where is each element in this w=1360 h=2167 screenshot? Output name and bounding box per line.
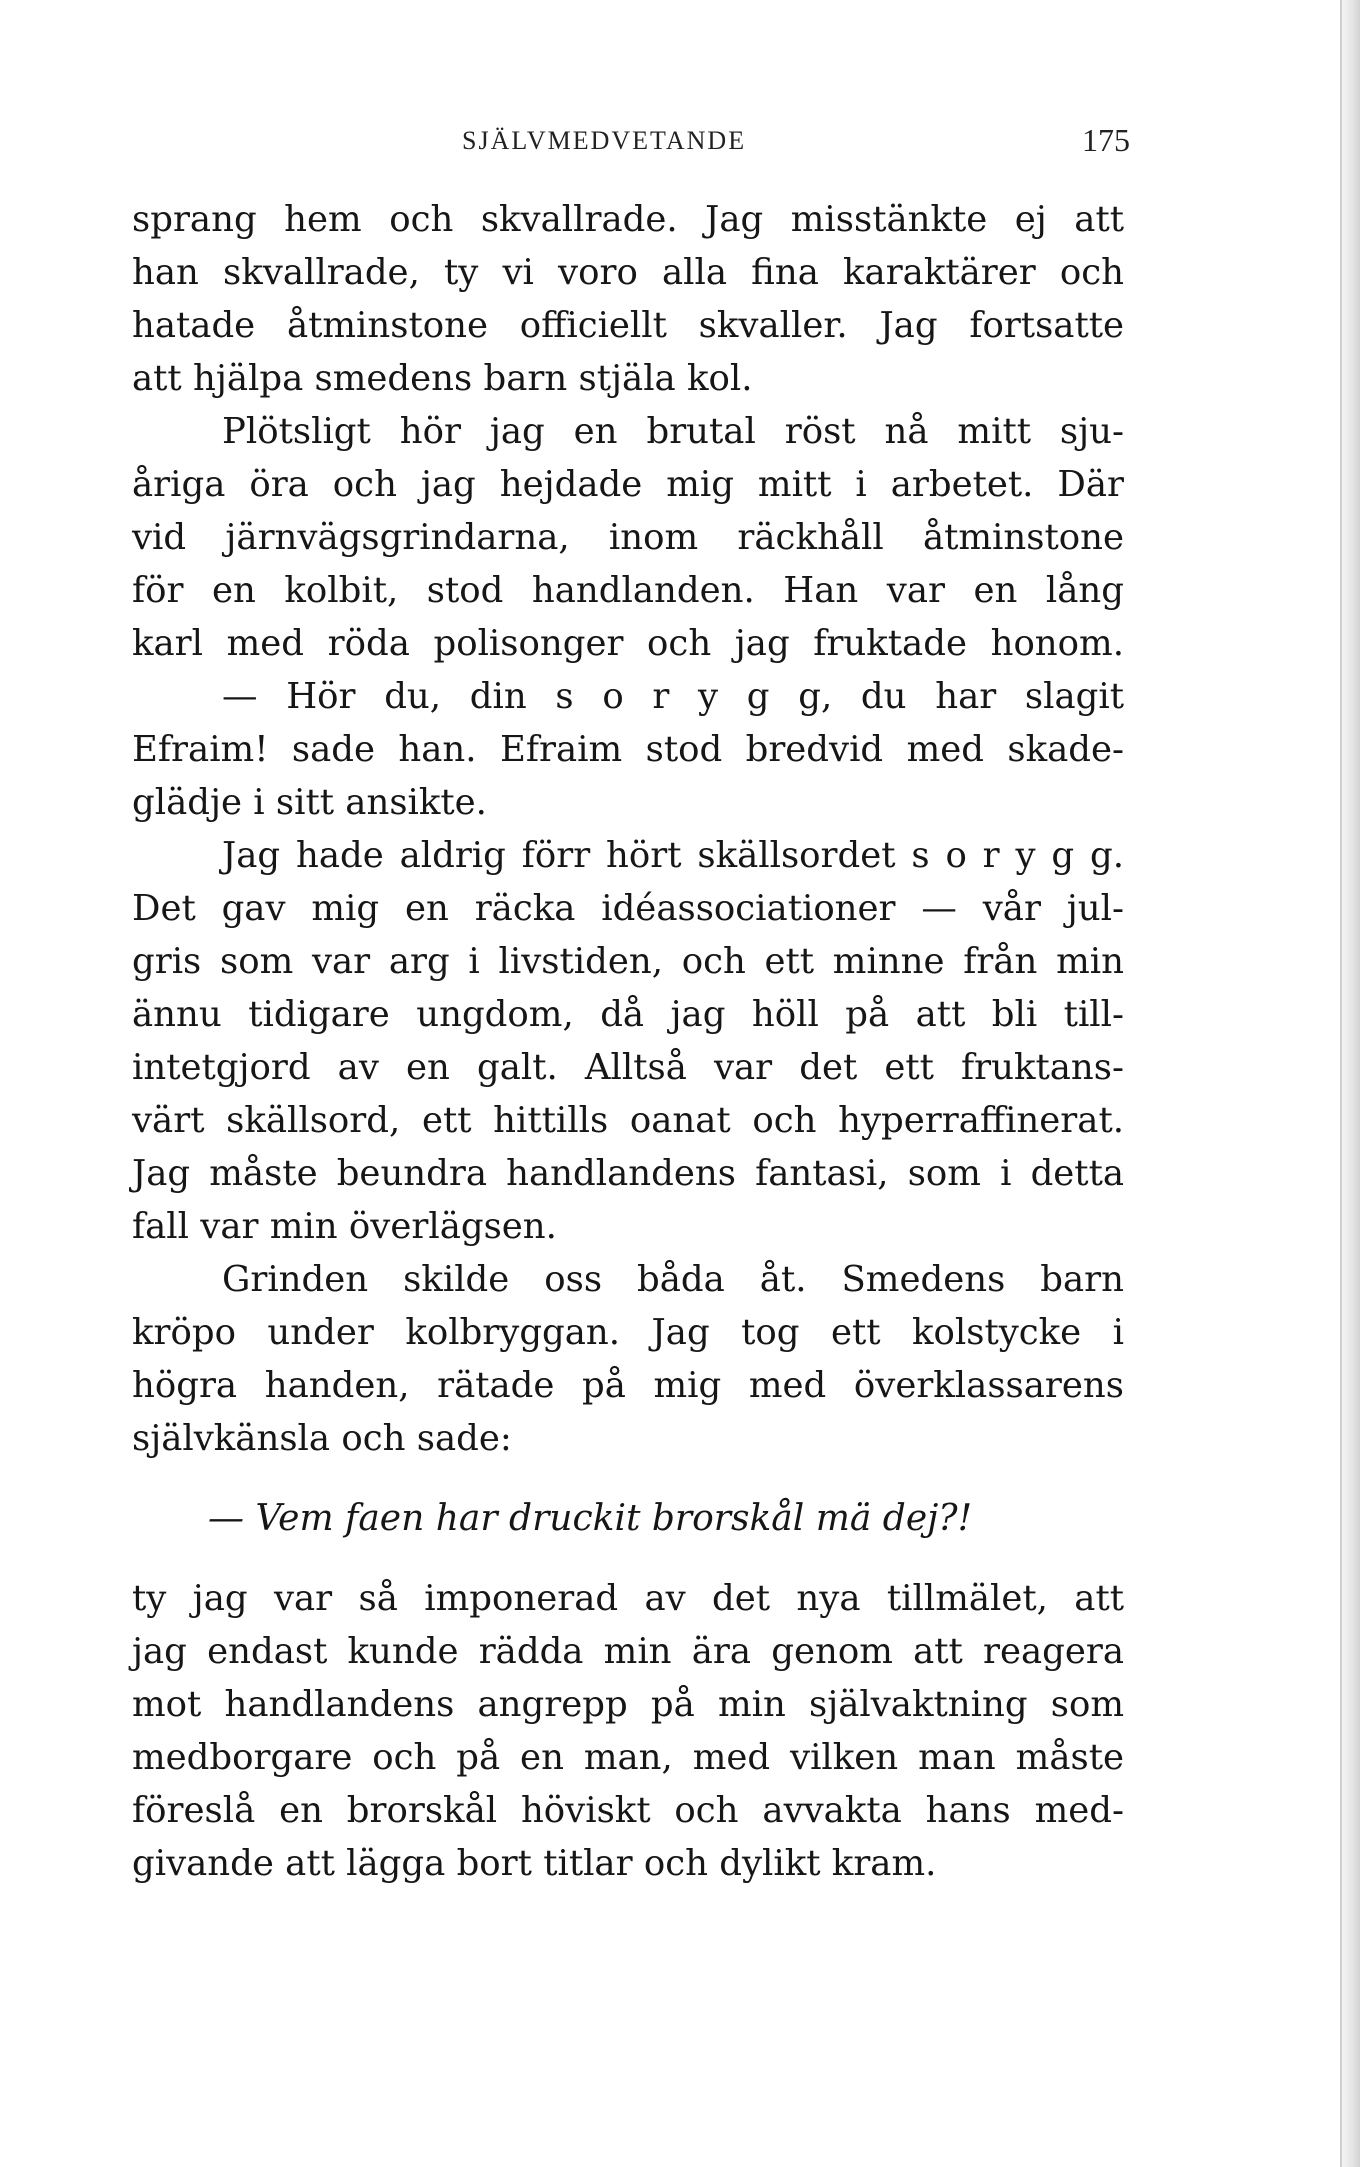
page-number: 175 bbox=[1082, 122, 1130, 158]
running-head: SJÄLVMEDVETANDE bbox=[462, 126, 747, 155]
text-line: glädje i sitt ansikte. bbox=[132, 782, 487, 823]
text-line: Grinden skilde oss båda åt. Smedens barn bbox=[222, 1259, 1124, 1300]
text-line: karl med röda polisonger och jag fruktade honom. bbox=[132, 623, 1124, 664]
verse-spacer-bottom bbox=[132, 1545, 1124, 1572]
text-line: åriga öra och jag hejdade mig mitt i arbetet. Där bbox=[132, 464, 1124, 505]
verse-spacer-top bbox=[132, 1465, 1124, 1492]
italic-exclamation: — Vem faen har druckit brorskål mä dej?! bbox=[208, 1498, 973, 1539]
text-line: han skvallrade, ty vi voro alla fina karaktärer och bbox=[132, 252, 1124, 293]
page-header bbox=[132, 122, 1130, 166]
text-line: mot handlandens angrepp på min självaktning som bbox=[132, 1684, 1124, 1725]
text-line: gris som var arg i livstiden, och ett minne från min bbox=[132, 941, 1124, 982]
text-line: Plötsligt hör jag en brutal röst nå mitt sju- bbox=[222, 411, 1124, 452]
text-line: Efraim! sade han. Efraim stod bredvid med skade- bbox=[132, 729, 1124, 770]
text-line: kröpo under kolbryggan. Jag tog ett kolstycke i bbox=[132, 1312, 1124, 1353]
text-line: fall var min överlägsen. bbox=[132, 1206, 557, 1247]
body-text bbox=[132, 193, 1124, 1890]
text-line: Det gav mig en räcka idéassociationer — vår jul- bbox=[132, 888, 1124, 929]
text-line: att hjälpa smedens barn stjäla kol. bbox=[132, 358, 753, 399]
text-line: sprang hem och skvallrade. Jag misstänkte ej att bbox=[132, 199, 1124, 240]
text-line: Jag måste beundra handlandens fantasi, som i detta bbox=[132, 1153, 1124, 1194]
text-line: medborgare och på en man, med vilken man måste bbox=[132, 1737, 1124, 1778]
text-line: för en kolbit, stod handlanden. Han var en lång bbox=[132, 570, 1124, 611]
text-line: föreslå en brorskål höviskt och avvakta hans med- bbox=[132, 1790, 1124, 1831]
text-line: Jag hade aldrig förr hört skällsordet s o r y g g. bbox=[222, 835, 1124, 876]
text-line: jag endast kunde rädda min ära genom att reagera bbox=[132, 1631, 1124, 1672]
text-line: hatade åtminstone officiellt skvaller. Jag fortsatte bbox=[132, 305, 1124, 346]
text-line: högra handen, rätade på mig med överklassarens bbox=[132, 1365, 1124, 1406]
text-line: ännu tidigare ungdom, då jag höll på att bli till- bbox=[132, 994, 1124, 1035]
text-line: — Hör du, din s o r y g g, du har slagit bbox=[222, 676, 1124, 717]
text-line: värt skällsord, ett hittills oanat och hyperraffinerat. bbox=[132, 1100, 1124, 1141]
text-line: ty jag var så imponerad av det nya tillmälet, att bbox=[132, 1578, 1124, 1619]
text-line: givande att lägga bort titlar och dylikt kram. bbox=[132, 1843, 937, 1884]
page-edge bbox=[1342, 0, 1360, 2167]
text-line: intetgjord av en galt. Alltså var det ett fruktans- bbox=[132, 1047, 1124, 1088]
text-line: självkänsla och sade: bbox=[132, 1418, 512, 1459]
text-line: vid järnvägsgrindarna, inom räckhåll åtminstone bbox=[132, 517, 1124, 558]
